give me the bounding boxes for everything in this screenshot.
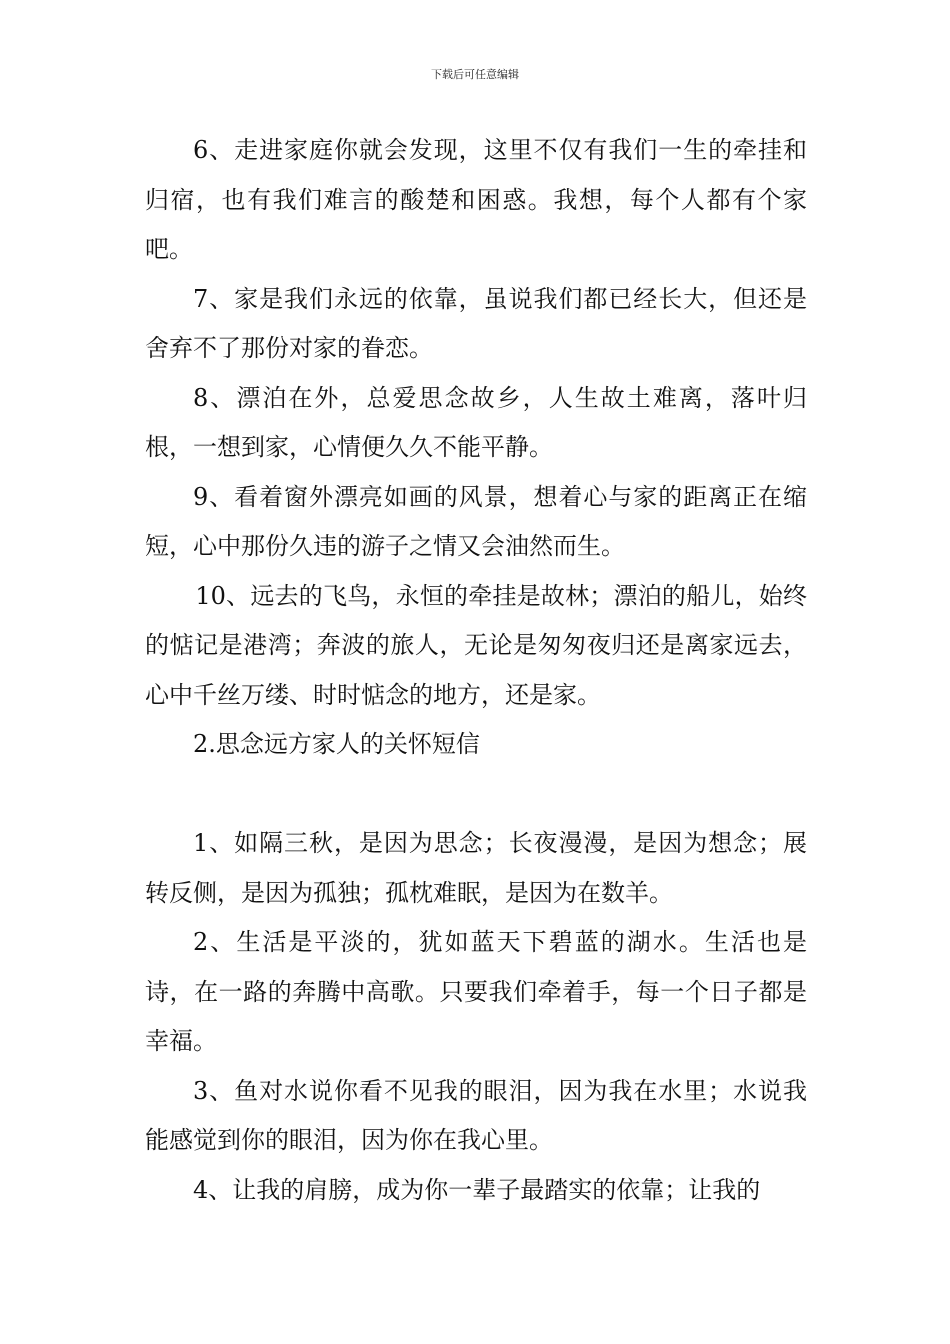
paragraph-8: 8、漂泊在外，总爱思念故乡，人生故土难离，落叶归根，一想到家，心情便久久不能平静。: [145, 383, 807, 461]
paragraph-10: 10、远去的飞鸟，永恒的牵挂是故林；漂泊的船儿，始终的惦记是港湾；奔波的旅人，无论是匆匆夜归还是离家远去，心中千丝万缕、时时惦念的地方，还是家。: [145, 581, 807, 709]
document-body: [145, 126, 807, 1215]
paragraph-3: 3、鱼对水说你看不见我的眼泪，因为我在水里；水说我能感觉到你的眼泪，因为你在我心里。: [145, 1076, 807, 1154]
page-header: 下载后可任意编辑: [431, 68, 519, 81]
paragraph-1: 1、如隔三秋，是因为思念；长夜漫漫，是因为想念；展转反侧，是因为孤独；孤枕难眠，是因为在数羊。: [145, 829, 807, 907]
paragraph-4: 4、让我的肩膀，成为你一辈子最踏实的依靠；让我的: [193, 1175, 761, 1204]
paragraph-7: 7、家是我们永远的依靠，虽说我们都已经长大，但还是舍弃不了那份对家的眷恋。: [145, 284, 807, 362]
section-heading: 2.思念远方家人的关怀短信: [193, 730, 480, 758]
paragraph-2: 2、生活是平淡的，犹如蓝天下碧蓝的湖水。生活也是诗，在一路的奔腾中高歌。只要我们牵着手，每一个日子都是幸福。: [145, 928, 807, 1055]
blank-line: [145, 770, 807, 820]
paragraph-9: 9、看着窗外漂亮如画的风景，想着心与家的距离正在缩短，心中那份久违的游子之情又会油然而生。: [145, 482, 807, 560]
paragraph-6: 6、走进家庭你就会发现，这里不仅有我们一生的牵挂和归宿，也有我们难言的酸楚和困惑。我想，每个人都有个家吧。: [145, 136, 807, 263]
